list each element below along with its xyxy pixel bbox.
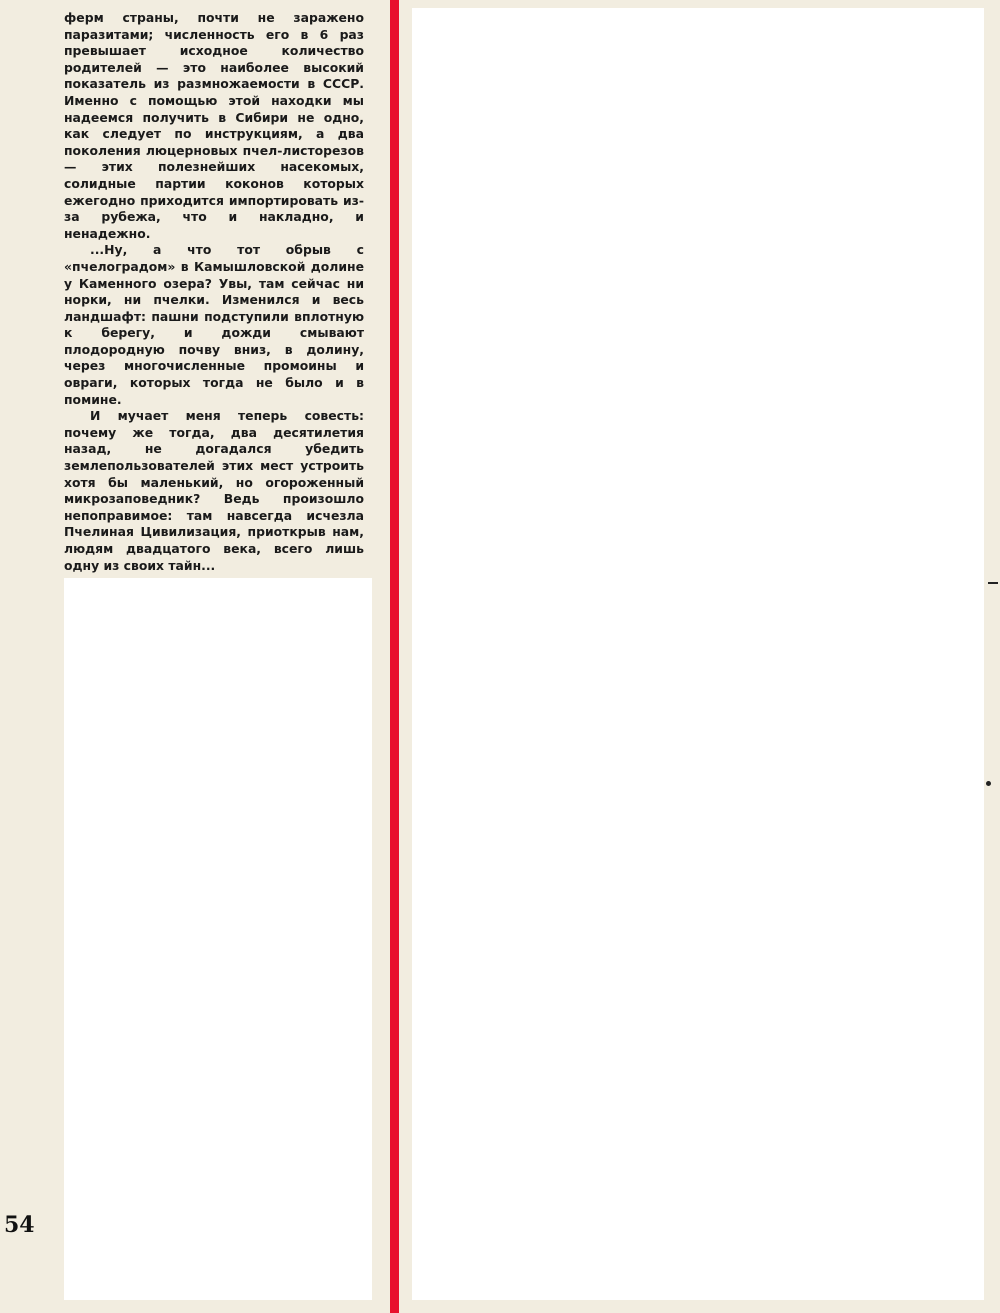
article-column xyxy=(64,10,364,574)
blank-image-area-right xyxy=(412,8,984,1300)
article-paragraph: ферм страны, почти не заражено паразитами; численность его в 6 раз превышает исходное количество родителей — это наиболее высокий показатель из размножаемости в СССР. Именно с помощью этой находки мы надеемся получить в Сибири не одно, как следует по инструкциям, а два поколения люцерновых пчел-листорезов — этих полезнейших насекомых, солидные партии коконов которых ежегодно приходится импортировать из-за рубежа, что и накладно, и ненадежно. xyxy=(64,10,364,241)
blank-image-area-left xyxy=(64,578,372,1300)
article-paragraph: ...Ну, а что тот обрыв с «пчелоградом» в Камышловской долине у Каменного озера? Увы, там сейчас ни норки, ни пчелки. Изменился и весь ландшафт: пашни подступили вплотную к берегу, и дожди смывают плодородную почву вниз, в долину, через многочисленные промоины и овраги, которых тогда не было и в помине. xyxy=(64,242,364,407)
page-number: 54 xyxy=(4,1212,35,1238)
edge-mark xyxy=(986,781,991,786)
article-paragraph: И мучает меня теперь совесть: почему же тогда, два десятилетия назад, не догадался убедить землепользователей этих мест устроить хотя бы маленький, но огороженный микрозаповедник? Ведь произошло непоправимое: там навсегда исчезла Пчелиная Цивилизация, приоткрыв нам, людям двадцатого века, всего лишь одну из своих тайн... xyxy=(64,408,364,573)
red-divider xyxy=(390,0,399,1313)
edge-mark xyxy=(988,582,998,584)
